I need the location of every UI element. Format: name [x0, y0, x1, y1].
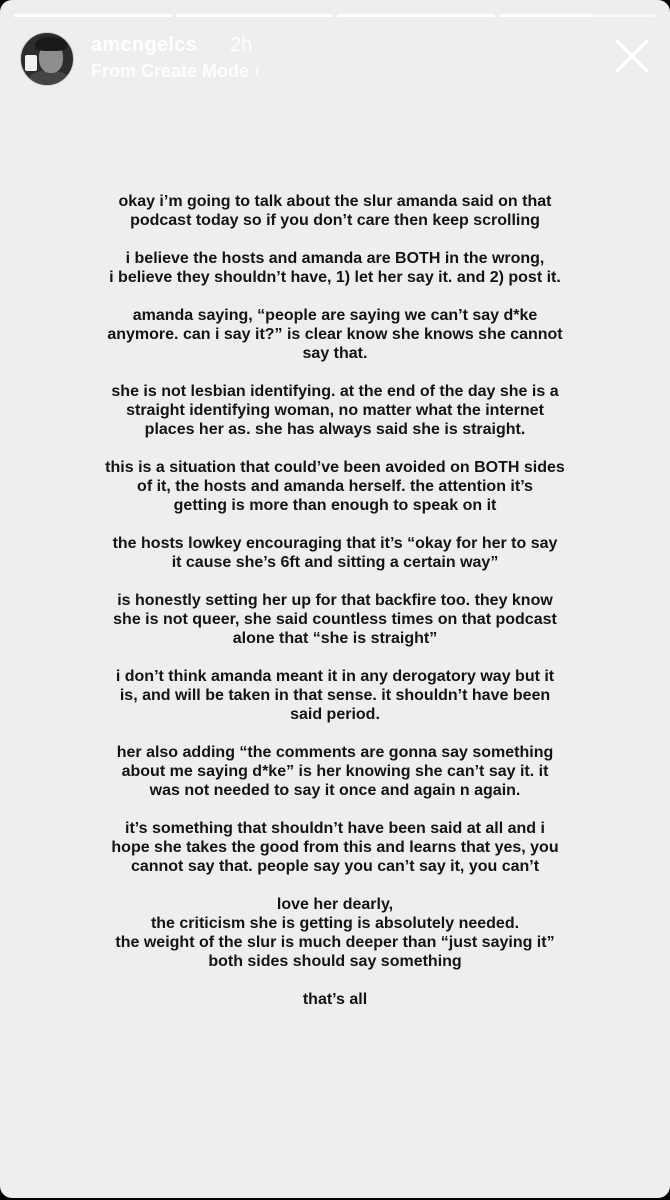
avatar-hair [35, 37, 67, 51]
story-paragraph: amanda saying, “people are saying we can’t say d*ke anymore. can i say it?” is clear know she knows she cannot say that. [107, 307, 563, 362]
story-paragraph: i believe the hosts and amanda are BOTH in the wrong, i believe they shouldn’t have, 1) let her say it. and 2) post it. [109, 250, 561, 286]
story-paragraph: she is not lesbian identifying. at the end of the day she is a straight identifying woman, no matter what the internet places her as. she has always said she is straight. [111, 383, 559, 438]
progress-segment [14, 14, 172, 17]
story-paragraph: is honestly setting her up for that backfire too. they know she is not queer, she said countless times on that podcast alone that “she is straight” [113, 592, 557, 647]
close-icon [612, 36, 652, 76]
story-paragraph: okay i’m going to talk about the slur amanda said on that podcast today so if you don’t care then keep scrolling [118, 193, 552, 229]
avatar-body [29, 71, 69, 86]
story-progress-bar [14, 14, 656, 17]
story-paragraph: the hosts lowkey encouraging that it’s “okay for her to say it cause she’s 6ft and sitting a certain way” [112, 535, 558, 571]
progress-segment [499, 14, 657, 17]
username-link[interactable]: amcngelcs [91, 34, 198, 56]
story-paragraph: her also adding “the comments are gonna say something about me saying d*ke” is her knowing she can’t say it. it was not needed to say it once and again n again. [116, 744, 554, 799]
progress-segment [337, 14, 495, 17]
story-paragraph: i don’t think amanda meant it in any derogatory way but it is, and will be taken in that sense. it shouldn’t have been said period. [115, 668, 555, 723]
story-header [20, 30, 650, 90]
story-text [40, 192, 630, 1028]
avatar-mug [25, 55, 37, 71]
story-paragraph: it’s something that shouldn’t have been said at all and i hope she takes the good from this and learns that yes, you cannot say that. people say you can’t say it, you can’t [111, 820, 559, 875]
progress-segment [176, 14, 334, 17]
story-paragraph: love her dearly, the criticism she is getting is absolutely needed. the weight of the slur is much deeper than “just saying it” both sides should say something [115, 896, 555, 970]
profile-avatar[interactable] [20, 32, 74, 86]
story-paragraph: that’s all [302, 991, 368, 1008]
create-mode-link[interactable]: From Create Mode › [91, 61, 261, 81]
story-paragraph: this is a situation that could’ve been avoided on BOTH sides of it, the hosts and amanda herself. the attention it’s getting is more than enough to speak on it [105, 459, 565, 514]
post-time: 2h [230, 34, 253, 56]
close-button[interactable] [612, 36, 652, 76]
